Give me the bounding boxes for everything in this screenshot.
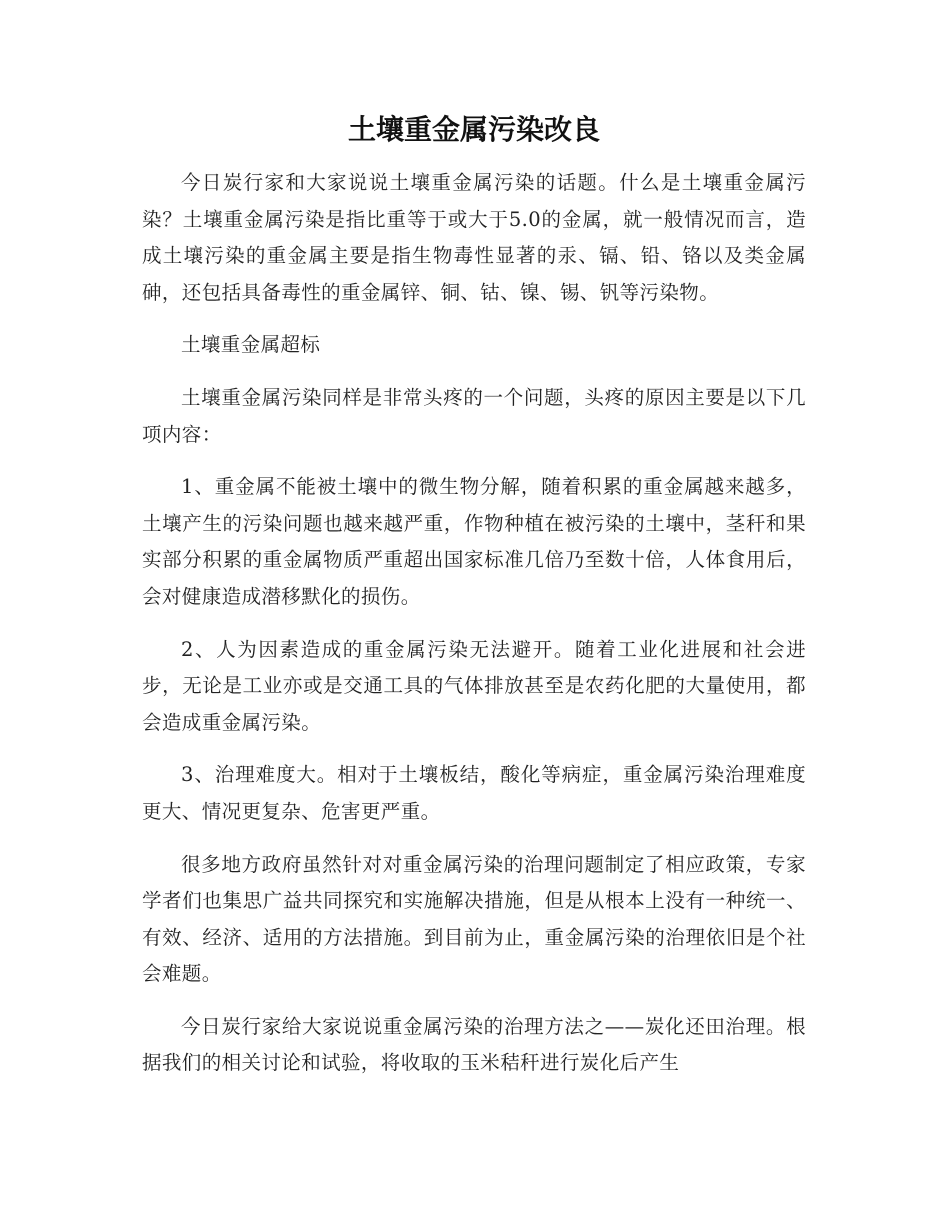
paragraph-policy: 很多地方政府虽然针对对重金属污染的治理问题制定了相应政策，专家学者们也集思广益共同探究和实施解决措施，但是从根本上没有一种统一、有效、经济、适用的方法措施。到目前为止，重金属污染的治理依旧是个社会难题。 [142, 852, 806, 986]
list-item-3: 3、治理难度大。相对于土壤板结，酸化等病症，重金属污染治理难度更大、情况更复杂、危害更严重。 [142, 763, 806, 823]
paragraph-intro: 今日炭行家和大家说说土壤重金属污染的话题。什么是土壤重金属污染？土壤重金属污染是指比重等于或大于5.0的金属，就一般情况而言，造成土壤污染的重金属主要是指生物毒性显著的汞、镉、铅、铬以及类金属砷，还包括具备毒性的重金属锌、铜、钴、镍、锡、钒等污染物。 [142, 171, 806, 304]
paragraph-method: 今日炭行家给大家说说重金属污染的治理方法之——炭化还田治理。根据我们的相关讨论和试验，将收取的玉米秸秆进行炭化后产生 [142, 1014, 806, 1075]
document-title: 土壤重金属污染改良 [347, 113, 600, 146]
document-body [142, 165, 806, 1098]
list-item-2: 2、人为因素造成的重金属污染无法避开。随着工业化进展和社会进步，无论是工业亦或是交通工具的气体排放甚至是农药化肥的大量使用，都会造成重金属污染。 [142, 637, 806, 734]
list-item-1: 1、重金属不能被土壤中的微生物分解，随着积累的重金属越来越多，土壤产生的污染问题也越来越严重，作物种植在被污染的土壤中，茎秆和果实部分积累的重金属物质严重超出国家标准几倍乃至数十倍，人体食用后，会对健康造成潜移默化的损伤。 [142, 475, 806, 608]
paragraph-problem: 土壤重金属污染同样是非常头疼的一个问题，头疼的原因主要是以下几项内容： [142, 385, 806, 446]
section-heading: 土壤重金属超标 [181, 333, 321, 357]
